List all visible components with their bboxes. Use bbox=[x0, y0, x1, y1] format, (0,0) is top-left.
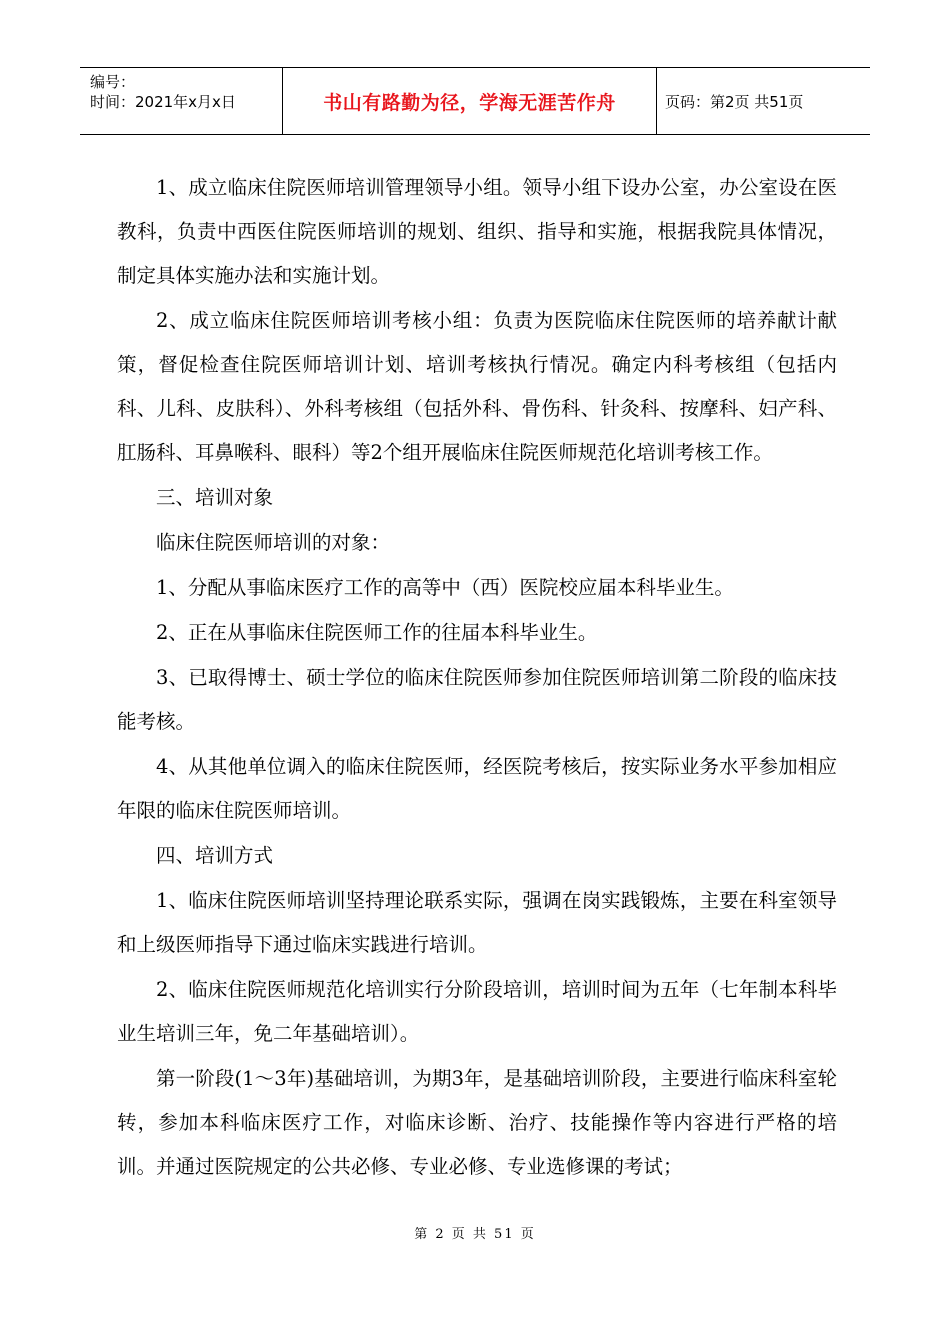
paragraph: 1、分配从事临床医疗工作的高等中（西）医院校应届本科毕业生。 bbox=[156, 576, 734, 599]
paragraph: 1、临床住院医师培训坚持理论联系实际，强调在岗实践锻炼，主要在科室领导和上级医师指导下通过临床实践进行培训。 bbox=[117, 889, 837, 956]
header-motto-cell bbox=[282, 68, 657, 134]
paragraph: 1、成立临床住院医师培训管理领导小组。领导小组下设办公室，办公室设在医教科，负责中西医住院医师培训的规划、组织、指导和实施，根据我院具体情况，制定具体实施办法和实施计划。 bbox=[117, 176, 837, 287]
paragraph: 3、已取得博士、硕士学位的临床住院医师参加住院医师培训第二阶段的临床技能考核。 bbox=[117, 666, 837, 733]
paragraph: 2、临床住院医师规范化培训实行分阶段培训，培训时间为五年（七年制本科毕业生培训三年，免二年基础培训）。 bbox=[117, 978, 837, 1045]
document-number-label: 编号： bbox=[90, 73, 136, 91]
paragraph: 2、正在从事临床住院医师工作的往届本科毕业生。 bbox=[156, 621, 598, 644]
paragraph: 4、从其他单位调入的临床住院医师，经医院考核后，按实际业务水平参加相应年限的临床住院医师培训。 bbox=[117, 755, 837, 822]
header-page-info: 页码：第2页 共51页 bbox=[665, 92, 804, 111]
page-header bbox=[80, 67, 870, 135]
paragraph: 第一阶段(1～3年)基础培训，为期3年，是基础培训阶段，主要进行临床科室轮转，参加本科临床医疗工作，对临床诊断、治疗、技能操作等内容进行严格的培训。并通过医院规定的公共必修、专业必修、专业选修课的考试； bbox=[117, 1067, 837, 1178]
section-heading: 三、培训对象 bbox=[156, 486, 274, 509]
section-heading: 四、培训方式 bbox=[156, 844, 274, 867]
paragraph: 临床住院医师培训的对象： bbox=[156, 531, 391, 554]
header-meta bbox=[80, 68, 282, 134]
page-footer: 第 2 页 共 51 页 bbox=[414, 1227, 536, 1242]
paragraph: 2、成立临床住院医师培训考核小组：负责为医院临床住院医师的培养献计献策，督促检查住院医师培训计划、培训考核执行情况。确定内科考核组（包括内科、儿科、皮肤科）、外科考核组（包括外科、骨伤科、针灸科、按摩科、妇产科、肛肠科、耳鼻喉科、眼科）等2个组开展临床住院医师规范化培训考核工作。 bbox=[117, 309, 837, 464]
document-body bbox=[117, 166, 837, 1189]
header-motto: 书山有路勤为径，学海无涯苦作舟 bbox=[323, 91, 616, 114]
document-time-label: 时间：2021年x月x日 bbox=[90, 93, 236, 111]
